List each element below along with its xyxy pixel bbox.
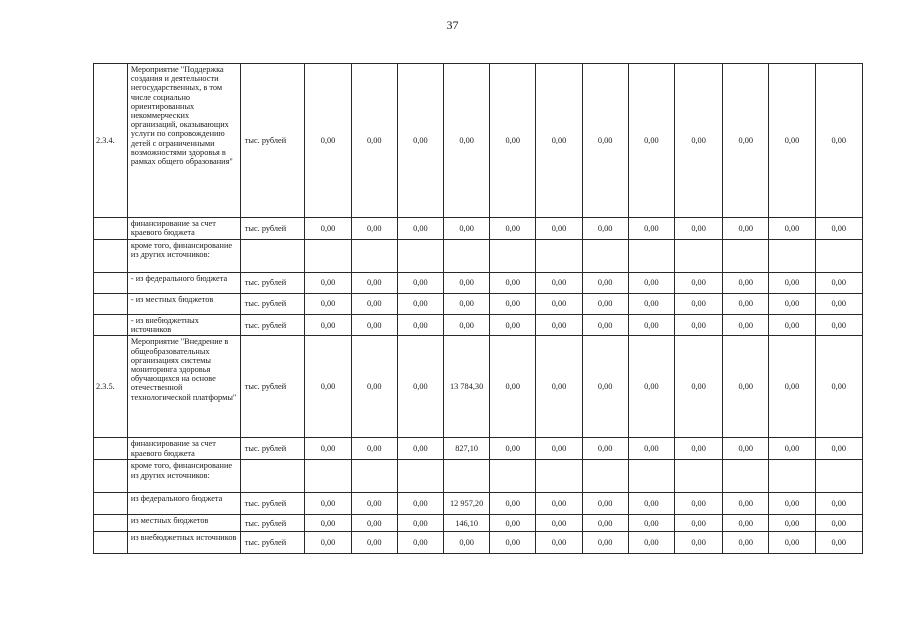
value-cell: 0,00 <box>397 273 443 294</box>
value-cell: 0,00 <box>444 273 490 294</box>
value-cell: 0,00 <box>628 336 674 438</box>
value-cell: 0,00 <box>674 493 722 515</box>
value-cell: 0,00 <box>582 336 628 438</box>
value-cell: 0,00 <box>536 515 582 532</box>
row-name: из федерального бюджета <box>127 493 240 515</box>
value-cell: 0,00 <box>582 532 628 554</box>
value-cell: 0,00 <box>582 493 628 515</box>
value-cell: 0,00 <box>305 273 351 294</box>
value-cell: 0,00 <box>769 294 815 315</box>
value-cell: 0,00 <box>305 515 351 532</box>
value-cell: 0,00 <box>815 273 862 294</box>
value-cell: 0,00 <box>628 294 674 315</box>
value-cell <box>397 460 443 493</box>
value-cell: 0,00 <box>628 218 674 240</box>
row-number <box>94 460 128 493</box>
row-name: из внебюджетных источников <box>127 532 240 554</box>
table-row <box>94 64 863 218</box>
value-cell: 0,00 <box>674 218 722 240</box>
value-cell: 0,00 <box>305 218 351 240</box>
value-cell: 0,00 <box>351 532 397 554</box>
row-name: Мероприятие "Внедрение в общеобразовательных организациях системы мониторинга здоровья обучающихся на основе отечественной технологической платформы" <box>127 336 240 438</box>
value-cell: 0,00 <box>723 273 769 294</box>
value-cell: 0,00 <box>536 218 582 240</box>
row-name: - из внебюджетных источников <box>127 315 240 336</box>
value-cell <box>723 240 769 273</box>
row-name: кроме того, финансирование из других источников: <box>127 460 240 493</box>
value-cell: 0,00 <box>536 532 582 554</box>
value-cell: 0,00 <box>351 273 397 294</box>
row-number <box>94 294 128 315</box>
value-cell: 0,00 <box>305 64 351 218</box>
row-unit: тыс. рублей <box>240 315 305 336</box>
value-cell <box>582 460 628 493</box>
value-cell <box>674 240 722 273</box>
row-number <box>94 438 128 460</box>
value-cell: 0,00 <box>815 294 862 315</box>
page-number: 37 <box>446 18 459 32</box>
row-unit: тыс. рублей <box>240 294 305 315</box>
value-cell: 0,00 <box>397 315 443 336</box>
value-cell: 0,00 <box>769 532 815 554</box>
value-cell: 0,00 <box>582 218 628 240</box>
value-cell: 0,00 <box>769 315 815 336</box>
row-unit <box>240 240 305 273</box>
value-cell: 0,00 <box>628 438 674 460</box>
table-row <box>94 240 863 273</box>
value-cell: 0,00 <box>397 532 443 554</box>
table-row <box>94 336 863 438</box>
value-cell: 0,00 <box>628 273 674 294</box>
value-cell: 0,00 <box>490 315 536 336</box>
value-cell <box>351 460 397 493</box>
value-cell: 0,00 <box>305 438 351 460</box>
value-cell: 0,00 <box>723 438 769 460</box>
row-unit: тыс. рублей <box>240 64 305 218</box>
row-unit: тыс. рублей <box>240 218 305 240</box>
table-row <box>94 515 863 532</box>
value-cell: 0,00 <box>674 64 722 218</box>
row-unit: тыс. рублей <box>240 532 305 554</box>
value-cell <box>490 240 536 273</box>
value-cell <box>444 240 490 273</box>
row-number <box>94 315 128 336</box>
budget-table <box>93 63 863 554</box>
row-name: - из федерального бюджета <box>127 273 240 294</box>
value-cell: 0,00 <box>351 336 397 438</box>
value-cell: 0,00 <box>769 273 815 294</box>
value-cell <box>674 460 722 493</box>
table-row <box>94 493 863 515</box>
value-cell <box>351 240 397 273</box>
value-cell: 0,00 <box>536 273 582 294</box>
value-cell <box>305 460 351 493</box>
value-cell: 0,00 <box>536 438 582 460</box>
row-name: - из местных бюджетов <box>127 294 240 315</box>
value-cell <box>444 460 490 493</box>
value-cell: 0,00 <box>397 336 443 438</box>
value-cell: 0,00 <box>351 294 397 315</box>
value-cell: 0,00 <box>674 532 722 554</box>
value-cell: 12 957,20 <box>444 493 490 515</box>
value-cell: 0,00 <box>305 493 351 515</box>
value-cell: 0,00 <box>351 218 397 240</box>
row-number: 2.3.4. <box>94 64 128 218</box>
value-cell <box>815 240 862 273</box>
value-cell: 0,00 <box>536 493 582 515</box>
row-name: из местных бюджетов <box>127 515 240 532</box>
row-number: 2.3.5. <box>94 336 128 438</box>
value-cell: 0,00 <box>444 294 490 315</box>
row-unit: тыс. рублей <box>240 438 305 460</box>
value-cell: 0,00 <box>305 532 351 554</box>
value-cell: 0,00 <box>582 64 628 218</box>
row-name: финансирование за счет краевого бюджета <box>127 218 240 240</box>
value-cell: 0,00 <box>444 218 490 240</box>
table-row <box>94 218 863 240</box>
value-cell: 0,00 <box>397 64 443 218</box>
value-cell: 0,00 <box>815 336 862 438</box>
row-number <box>94 273 128 294</box>
value-cell: 0,00 <box>582 515 628 532</box>
value-cell: 0,00 <box>536 336 582 438</box>
value-cell: 0,00 <box>723 64 769 218</box>
value-cell: 0,00 <box>769 218 815 240</box>
value-cell <box>628 240 674 273</box>
value-cell: 0,00 <box>815 438 862 460</box>
value-cell: 0,00 <box>582 273 628 294</box>
value-cell: 0,00 <box>815 218 862 240</box>
value-cell <box>769 460 815 493</box>
row-unit <box>240 460 305 493</box>
value-cell: 0,00 <box>723 294 769 315</box>
value-cell: 0,00 <box>397 438 443 460</box>
value-cell: 0,00 <box>674 294 722 315</box>
value-cell: 0,00 <box>582 294 628 315</box>
value-cell: 0,00 <box>769 493 815 515</box>
row-number <box>94 532 128 554</box>
table-row <box>94 438 863 460</box>
value-cell: 13 784,30 <box>444 336 490 438</box>
value-cell: 0,00 <box>490 532 536 554</box>
value-cell <box>723 460 769 493</box>
value-cell: 0,00 <box>351 515 397 532</box>
table-body <box>94 64 863 554</box>
value-cell: 0,00 <box>490 515 536 532</box>
row-name: кроме того, финансирование из других источников: <box>127 240 240 273</box>
value-cell: 0,00 <box>351 315 397 336</box>
row-name: Мероприятие "Поддержка создания и деятельности негосударственных, в том числе социально ориентированных некоммерческих организаций, оказывающих услуги по сопровождению детей с ограниченными возможностями здоровья в рамках общего образования" <box>127 64 240 218</box>
value-cell <box>397 240 443 273</box>
value-cell: 0,00 <box>723 532 769 554</box>
row-unit: тыс. рублей <box>240 273 305 294</box>
row-unit: тыс. рублей <box>240 515 305 532</box>
value-cell <box>536 240 582 273</box>
value-cell: 0,00 <box>582 438 628 460</box>
value-cell: 0,00 <box>769 64 815 218</box>
table-row <box>94 460 863 493</box>
value-cell: 0,00 <box>351 438 397 460</box>
value-cell: 0,00 <box>397 515 443 532</box>
table-row <box>94 273 863 294</box>
value-cell <box>815 460 862 493</box>
value-cell <box>305 240 351 273</box>
value-cell: 0,00 <box>628 515 674 532</box>
row-number <box>94 240 128 273</box>
row-name: финансирование за счет краевого бюджета <box>127 438 240 460</box>
value-cell: 0,00 <box>769 438 815 460</box>
row-number <box>94 493 128 515</box>
value-cell: 0,00 <box>723 336 769 438</box>
table-row <box>94 532 863 554</box>
value-cell: 0,00 <box>397 294 443 315</box>
value-cell: 0,00 <box>490 218 536 240</box>
value-cell: 0,00 <box>397 493 443 515</box>
value-cell: 0,00 <box>444 64 490 218</box>
value-cell: 0,00 <box>628 64 674 218</box>
value-cell: 0,00 <box>815 515 862 532</box>
value-cell: 0,00 <box>628 315 674 336</box>
value-cell: 0,00 <box>490 336 536 438</box>
value-cell: 0,00 <box>815 64 862 218</box>
value-cell: 0,00 <box>305 336 351 438</box>
value-cell: 0,00 <box>815 532 862 554</box>
value-cell: 0,00 <box>444 532 490 554</box>
value-cell: 0,00 <box>536 64 582 218</box>
value-cell <box>769 240 815 273</box>
value-cell: 0,00 <box>769 515 815 532</box>
value-cell: 146,10 <box>444 515 490 532</box>
row-number <box>94 218 128 240</box>
value-cell: 0,00 <box>674 273 722 294</box>
value-cell: 0,00 <box>351 493 397 515</box>
row-number <box>94 515 128 532</box>
value-cell: 0,00 <box>723 218 769 240</box>
value-cell: 0,00 <box>674 515 722 532</box>
value-cell: 0,00 <box>674 438 722 460</box>
value-cell: 0,00 <box>723 493 769 515</box>
value-cell <box>490 460 536 493</box>
value-cell: 0,00 <box>490 64 536 218</box>
value-cell <box>536 460 582 493</box>
value-cell: 0,00 <box>815 493 862 515</box>
value-cell: 0,00 <box>305 294 351 315</box>
value-cell: 0,00 <box>628 532 674 554</box>
table-row <box>94 294 863 315</box>
table-row <box>94 315 863 336</box>
value-cell: 0,00 <box>490 273 536 294</box>
value-cell: 0,00 <box>628 493 674 515</box>
value-cell: 0,00 <box>397 218 443 240</box>
value-cell: 0,00 <box>815 315 862 336</box>
value-cell: 0,00 <box>723 515 769 532</box>
value-cell: 0,00 <box>582 315 628 336</box>
value-cell: 0,00 <box>674 315 722 336</box>
value-cell: 0,00 <box>351 64 397 218</box>
value-cell: 0,00 <box>536 315 582 336</box>
value-cell: 0,00 <box>305 315 351 336</box>
row-unit: тыс. рублей <box>240 336 305 438</box>
value-cell <box>628 460 674 493</box>
value-cell: 0,00 <box>674 336 722 438</box>
value-cell: 0,00 <box>536 294 582 315</box>
value-cell: 0,00 <box>444 315 490 336</box>
value-cell: 0,00 <box>490 294 536 315</box>
value-cell <box>582 240 628 273</box>
value-cell: 0,00 <box>490 493 536 515</box>
row-unit: тыс. рублей <box>240 493 305 515</box>
value-cell: 827,10 <box>444 438 490 460</box>
value-cell: 0,00 <box>723 315 769 336</box>
value-cell: 0,00 <box>769 336 815 438</box>
value-cell: 0,00 <box>490 438 536 460</box>
